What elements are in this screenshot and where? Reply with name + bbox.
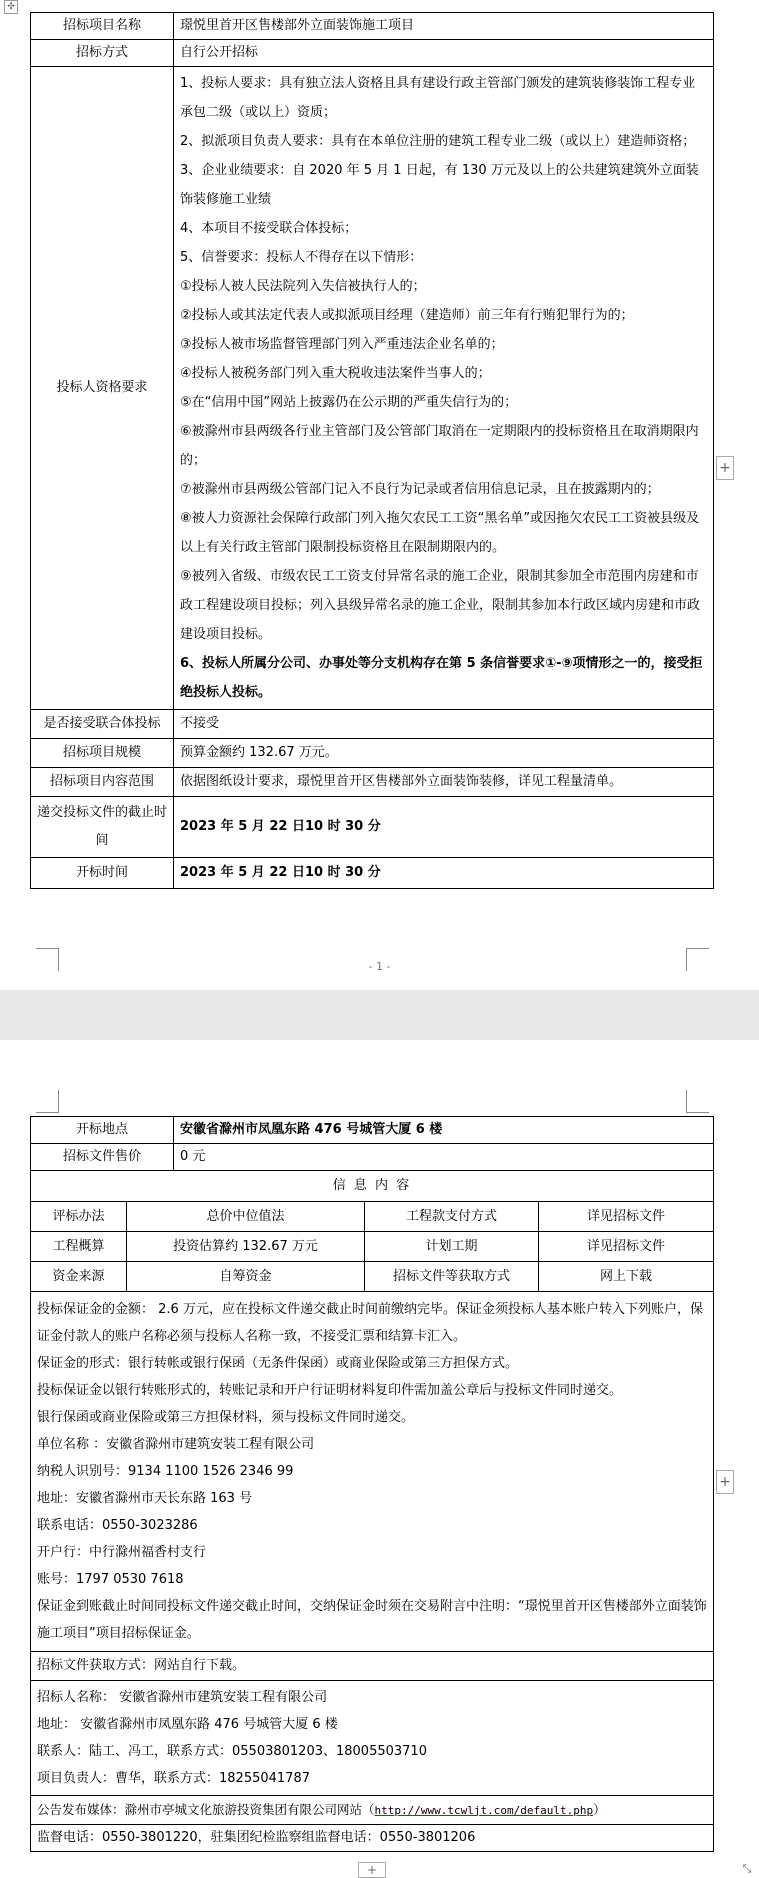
bid-method-value: 自行公开招标 — [174, 40, 714, 67]
table-row — [31, 13, 714, 40]
qualification-item: ②投标人或其法定代表人或拟派项目经理（建造师）前三年有行贿犯罪行为的； — [180, 308, 634, 323]
add-row-plus-icon[interactable]: + — [716, 1470, 734, 1494]
deposit-cell — [31, 1292, 714, 1652]
row-label: 招标方式 — [31, 40, 174, 67]
bid-info-table-2 — [30, 1116, 714, 1852]
deposit-line: 联系电话：0550-3023286 — [37, 1518, 198, 1533]
qualification-label: 投标人资格要求 — [31, 67, 174, 710]
table-row — [31, 67, 714, 710]
table-row — [31, 1681, 714, 1796]
supervise-line: 监督电话：0550-3801220，驻集团纪检监察组监督电话：0550-3801206 — [31, 1825, 714, 1852]
qualification-cell — [174, 67, 714, 710]
open-place-value: 安徽省滁州市凤凰东路 476 号城管大厦 6 楼 — [174, 1117, 714, 1144]
info-cell: 总价中位值法 — [127, 1202, 365, 1232]
info-cell: 评标办法 — [31, 1202, 127, 1232]
qualification-item: ⑨被列入省级、市级农民工工资支付异常名录的施工企业，限制其参加全市范围内房建和市政工程建设项目投标；列入县级异常名录的施工企业，限制其参加本行政区域内房建和市政建设项目投标。 — [180, 569, 701, 642]
table-row — [31, 797, 714, 858]
project-scale-value: 预算金额约 132.67 万元。 — [174, 739, 714, 768]
table-move-handle-icon[interactable]: ✣ — [4, 0, 18, 14]
deadline-value: 2023 年 5 月 22 日10 时 30 分 — [174, 797, 714, 858]
table-row — [31, 858, 714, 889]
info-title: 信 息 内 容 — [31, 1171, 714, 1202]
table-row — [31, 1117, 714, 1144]
deposit-line: 地址：安徽省滁州市天长东路 163 号 — [37, 1491, 253, 1506]
qualification-item: 5、信誉要求：投标人不得存在以下情形： — [180, 250, 423, 265]
qualification-item: 3、企业业绩要求：自 2020 年 5 月 1 日起，有 130 万元及以上的公共建筑建筑外立面装饰装修施工业绩 — [180, 163, 699, 207]
row-label: 招标项目名称 — [31, 13, 174, 40]
table-row — [31, 1292, 714, 1652]
info-cell: 工程概算 — [31, 1232, 127, 1262]
contact-line: 招标人名称： 安徽省滁州市建筑安装工程有限公司 — [37, 1690, 328, 1705]
open-time-value: 2023 年 5 月 22 日10 时 30 分 — [174, 858, 714, 889]
media-line — [31, 1796, 714, 1825]
deposit-line: 银行保函或商业保险或第三方担保材料，须与投标文件同时递交。 — [37, 1410, 415, 1425]
deposit-line: 投标保证金以银行转账形式的，转账记录和开户行证明材料复印件需加盖公章后与投标文件同时递交。 — [37, 1383, 623, 1398]
qualification-item: ⑥被滁州市县两级各行业主管部门及公管部门取消在一定期限内的投标资格且在取消期限内的； — [180, 424, 699, 468]
qualification-item: ⑤在“信用中国”网站上披露仍在公示期的严重失信行为的； — [180, 395, 518, 410]
deadline-label: 递交投标文件的截止时间 — [31, 797, 174, 858]
qualification-item: 4、本项目不接受联合体投标； — [180, 221, 358, 236]
info-cell: 招标文件等获取方式 — [365, 1262, 539, 1292]
row-label: 招标项目内容范围 — [31, 768, 174, 797]
info-cell: 详见招标文件 — [539, 1232, 714, 1262]
table-row — [31, 1825, 714, 1852]
contact-line: 项目负责人：曹华，联系方式：18255041787 — [37, 1771, 310, 1786]
deposit-line: 保证金到账截止时间同投标文件递交截止时间，交纳保证金时须在交易附言中注明：“璟悦里首开区售楼部外立面装饰施工项目”项目招标保证金。 — [37, 1599, 707, 1641]
media-suffix: ） — [593, 1801, 606, 1817]
crop-mark-icon — [36, 1090, 59, 1113]
doc-price-value: 0 元 — [174, 1144, 714, 1171]
deposit-line: 账号：1797 0530 7618 — [37, 1572, 184, 1587]
deposit-line: 开户行：中行滁州福香村支行 — [37, 1545, 207, 1560]
acquire-method: 招标文件获取方式：网站自行下载。 — [31, 1652, 714, 1681]
info-cell: 投资估算约 132.67 万元 — [127, 1232, 365, 1262]
contact-line: 地址： 安徽省滁州市凤凰东路 476 号城管大厦 6 楼 — [37, 1717, 338, 1732]
table-row — [31, 1144, 714, 1171]
table-row — [31, 1796, 714, 1825]
table-row — [31, 1171, 714, 1202]
table-row — [31, 40, 714, 67]
qualification-bold-item: 6、投标人所属分公司、办事处等分支机构存在第 5 条信誉要求①-⑨项情形之一的，接受拒绝投标人投标。 — [180, 656, 703, 700]
table-resize-handle-icon[interactable]: ⤡ — [742, 1862, 752, 1875]
open-time-label: 开标时间 — [31, 858, 174, 889]
project-scope-value: 依据图纸设计要求，璟悦里首开区售楼部外立面装饰装修，详见工程量清单。 — [174, 768, 714, 797]
deposit-line: 单位名称 ：安徽省滁州市建筑安装工程有限公司 — [37, 1437, 315, 1452]
crop-mark-icon — [686, 1090, 709, 1113]
open-place-label: 开标地点 — [31, 1117, 174, 1144]
add-row-plus-icon[interactable]: + — [716, 456, 734, 480]
media-prefix: 公告发布媒体：滁州市亭城文化旅游投资集团有限公司网站（ — [37, 1801, 375, 1817]
qualification-item: 1、投标人要求：具有独立法人资格且具有建设行政主管部门颁发的建筑装修装饰工程专业承包二级（或以上）资质； — [180, 76, 696, 120]
table-row — [31, 739, 714, 768]
page-number: - 1 - — [368, 960, 391, 973]
info-cell: 资金来源 — [31, 1262, 127, 1292]
row-label: 招标项目规模 — [31, 739, 174, 768]
table-row — [31, 1262, 714, 1292]
contact-cell — [31, 1681, 714, 1796]
info-cell: 详见招标文件 — [539, 1202, 714, 1232]
bid-info-table-1 — [30, 12, 714, 889]
page-gap — [0, 990, 759, 1040]
deposit-line: 投标保证金的金额： 2.6 万元，应在投标文件递交截止时间前缴纳完毕。保证金须投标人基本账户转入下列账户，保证金付款人的账户名称必须与投标人名称一致，不接受汇票和结算卡汇入。 — [37, 1302, 703, 1344]
table-row — [31, 1652, 714, 1681]
contact-line: 联系人：陆工、冯工，联系方式：05503801203、18005503710 — [37, 1744, 427, 1759]
table-row — [31, 1232, 714, 1262]
qualification-item: ⑧被人力资源社会保障行政部门列入拖欠农民工工资“黑名单”或因拖欠农民工工资被县级及以上有关行政主管部门限制投标资格且在限制期限内的。 — [180, 511, 700, 555]
qualification-item: 2、拟派项目负责人要求：具有在本单位注册的建筑工程专业二级（或以上）建造师资格； — [180, 134, 696, 149]
joint-bid-value: 不接受 — [174, 710, 714, 739]
qualification-item: ④投标人被税务部门列入重大税收违法案件当事人的； — [180, 366, 491, 381]
table-row — [31, 1202, 714, 1232]
info-cell: 网上下载 — [539, 1262, 714, 1292]
media-website-link[interactable]: http://www.tcwljt.com/default.php — [374, 1803, 594, 1817]
info-cell: 计划工期 — [365, 1232, 539, 1262]
row-label: 是否接受联合体投标 — [31, 710, 174, 739]
info-cell: 工程款支付方式 — [365, 1202, 539, 1232]
qualification-item: ⑦被滁州市县两级公管部门记入不良行为记录或者信用信息记录，且在披露期内的； — [180, 482, 660, 497]
qualification-item: ①投标人被人民法院列入失信被执行人的； — [180, 279, 426, 294]
qualification-item: ③投标人被市场监督管理部门列入严重违法企业名单的； — [180, 337, 504, 352]
info-cell: 自筹资金 — [127, 1262, 365, 1292]
project-name-value: 璟悦里首开区售楼部外立面装饰施工项目 — [174, 13, 714, 40]
deposit-line: 保证金的形式：银行转帐或银行保函（无条件保函）或商业保险或第三方担保方式。 — [37, 1356, 519, 1371]
add-column-plus-icon[interactable]: + — [358, 1862, 386, 1878]
deposit-line: 纳税人识别号：9134 1100 1526 2346 99 — [37, 1464, 294, 1479]
doc-price-label: 招标文件售价 — [31, 1144, 174, 1171]
table-row — [31, 768, 714, 797]
table-row — [31, 710, 714, 739]
